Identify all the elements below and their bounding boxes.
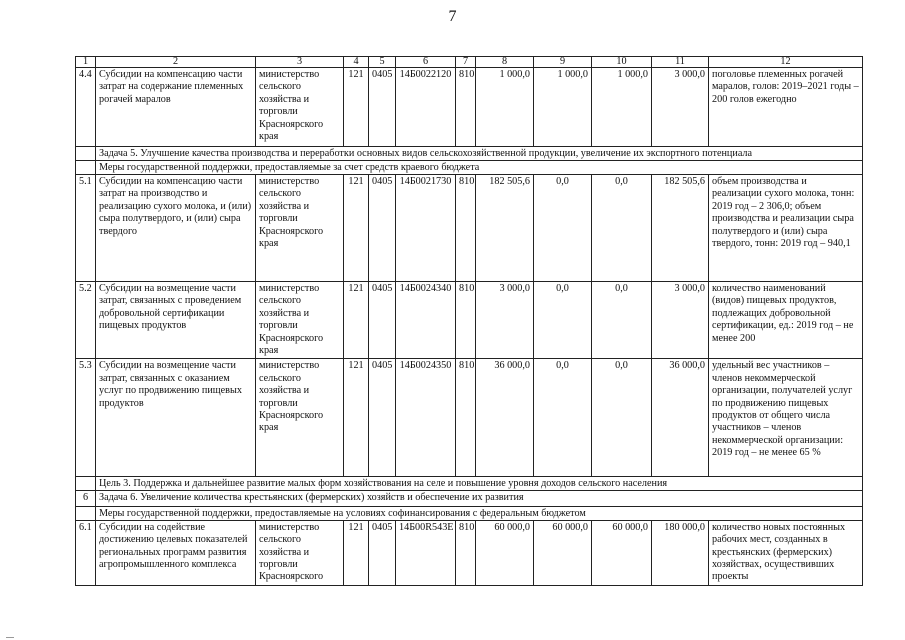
program-table <box>75 56 863 586</box>
row-number: 5.2 <box>76 282 96 359</box>
col-header: 9 <box>534 57 592 68</box>
task-5-heading: Задача 5. Улучшение качества производства и переработки основных видов сельскохозяйственной продукции, увеличение их экспортного потенциала <box>96 147 863 161</box>
goal-row <box>76 477 863 491</box>
row-number <box>76 506 96 520</box>
row-number: 6.1 <box>76 520 96 585</box>
vr-code: 810 <box>456 175 476 282</box>
grbs-code: 121 <box>344 520 369 585</box>
executor: министерство сельского хозяйства и торговли Красноярского края <box>256 175 344 282</box>
col-header: 7 <box>456 57 476 68</box>
row-number: 5.1 <box>76 175 96 282</box>
expected-result: количество наименований (видов) пищевых продуктов, подлежащих добровольной сертификации, ед.: 2019 год – не менее 200 <box>709 282 863 359</box>
goal-3-heading: Цель 3. Поддержка и дальнейшее развитие малых форм хозяйствования на селе и повышение уровня доходов сельского населения <box>96 477 863 491</box>
amount-year3: 0,0 <box>592 175 652 282</box>
col-header: 11 <box>652 57 709 68</box>
csr-code: 14Б0024350 <box>396 359 456 477</box>
amount-year3: 0,0 <box>592 282 652 359</box>
rzpr-code: 0405 <box>369 359 396 477</box>
executor: министерство сельского хозяйства и торговли Красноярского <box>256 520 344 585</box>
row-number: 6 <box>76 491 96 506</box>
table-row <box>76 282 863 359</box>
row-number <box>76 477 96 491</box>
grbs-code: 121 <box>344 68 369 147</box>
amount-total: 36 000,0 <box>652 359 709 477</box>
col-header: 2 <box>96 57 256 68</box>
amount-year2: 0,0 <box>534 359 592 477</box>
column-number-row <box>76 57 863 68</box>
measure-name: Субсидии на компенсацию части затрат на производство и реализацию сухого молока, и (или) сыра полутвердого, и (или) сыра твердого <box>96 175 256 282</box>
measures-row <box>76 506 863 520</box>
vr-code: 810 <box>456 282 476 359</box>
row-number <box>76 161 96 175</box>
amount-year1: 60 000,0 <box>476 520 534 585</box>
expected-result: поголовье племенных рогачей маралов, голов: 2019–2021 годы – 200 голов ежегодно <box>709 68 863 147</box>
table-row <box>76 68 863 147</box>
rzpr-code: 0405 <box>369 68 396 147</box>
row-number: 4.4 <box>76 68 96 147</box>
page-number: 7 <box>448 8 457 25</box>
executor: министерство сельского хозяйства и торговли Красноярского края <box>256 282 344 359</box>
amount-year2: 0,0 <box>534 282 592 359</box>
amount-year2: 60 000,0 <box>534 520 592 585</box>
executor: министерство сельского хозяйства и торговли Красноярского края <box>256 359 344 477</box>
expected-result: объем производства и реализации сухого молока, тонн: 2019 год – 2 306,0; объем производства и реализации сыра полутвердого и (или) сыра твердого, тонн: 2019 год – 940,1 <box>709 175 863 282</box>
scan-margin-mark <box>6 637 14 638</box>
rzpr-code: 0405 <box>369 175 396 282</box>
csr-code: 14Б0024340 <box>396 282 456 359</box>
amount-year3: 60 000,0 <box>592 520 652 585</box>
vr-code: 810 <box>456 359 476 477</box>
row-number: 5.3 <box>76 359 96 477</box>
amount-year1: 3 000,0 <box>476 282 534 359</box>
table-row <box>76 359 863 477</box>
amount-year1: 1 000,0 <box>476 68 534 147</box>
vr-code: 810 <box>456 520 476 585</box>
col-header: 5 <box>369 57 396 68</box>
table-row <box>76 175 863 282</box>
col-header: 4 <box>344 57 369 68</box>
measures-row <box>76 161 863 175</box>
task-row <box>76 147 863 161</box>
amount-total: 3 000,0 <box>652 282 709 359</box>
measure-name: Субсидии на возмещение части затрат, связанных с проведением добровольной сертификации пищевых продуктов <box>96 282 256 359</box>
measure-name: Субсидии на содействие достижению целевых показателей региональных программ развития агропромышленного комплекса <box>96 520 256 585</box>
grbs-code: 121 <box>344 175 369 282</box>
rzpr-code: 0405 <box>369 282 396 359</box>
amount-year2: 0,0 <box>534 175 592 282</box>
col-header: 1 <box>76 57 96 68</box>
grbs-code: 121 <box>344 282 369 359</box>
amount-year1: 182 505,6 <box>476 175 534 282</box>
task-row <box>76 491 863 506</box>
csr-code: 14Б0021730 <box>396 175 456 282</box>
amount-total: 180 000,0 <box>652 520 709 585</box>
csr-code: 14Б00R543Е <box>396 520 456 585</box>
grbs-code: 121 <box>344 359 369 477</box>
measure-name: Субсидии на компенсацию части затрат на содержание племенных рогачей маралов <box>96 68 256 147</box>
measures-federal-heading: Меры государственной поддержки, предоставляемые на условиях софинансирования с федеральным бюджетом <box>96 506 863 520</box>
amount-year2: 1 000,0 <box>534 68 592 147</box>
amount-year3: 1 000,0 <box>592 68 652 147</box>
table-row <box>76 520 863 585</box>
col-header: 10 <box>592 57 652 68</box>
amount-total: 182 505,6 <box>652 175 709 282</box>
col-header: 8 <box>476 57 534 68</box>
expected-result: удельный вес участников – членов некоммерческой организации, получателей услуг по продвижению пищевых продуктов от общего числа участников – членов некоммерческой организации: 2019 год – не менее 65 % <box>709 359 863 477</box>
row-number <box>76 147 96 161</box>
col-header: 12 <box>709 57 863 68</box>
expected-result: количество новых постоянных рабочих мест, созданных в крестьянских (фермерских) хозяйствах, осуществивших проекты <box>709 520 863 585</box>
rzpr-code: 0405 <box>369 520 396 585</box>
col-header: 6 <box>396 57 456 68</box>
task-6-heading: Задача 6. Увеличение количества крестьянских (фермерских) хозяйств и обеспечение их развития <box>96 491 863 506</box>
amount-year3: 0,0 <box>592 359 652 477</box>
csr-code: 14Б0022120 <box>396 68 456 147</box>
amount-total: 3 000,0 <box>652 68 709 147</box>
col-header: 3 <box>256 57 344 68</box>
executor: министерство сельского хозяйства и торговли Красноярского края <box>256 68 344 147</box>
amount-year1: 36 000,0 <box>476 359 534 477</box>
measure-name: Субсидии на возмещение части затрат, связанных с оказанием услуг по продвижению пищевых продуктов <box>96 359 256 477</box>
vr-code: 810 <box>456 68 476 147</box>
measures-regional-heading: Меры государственной поддержки, предоставляемые за счет средств краевого бюджета <box>96 161 863 175</box>
